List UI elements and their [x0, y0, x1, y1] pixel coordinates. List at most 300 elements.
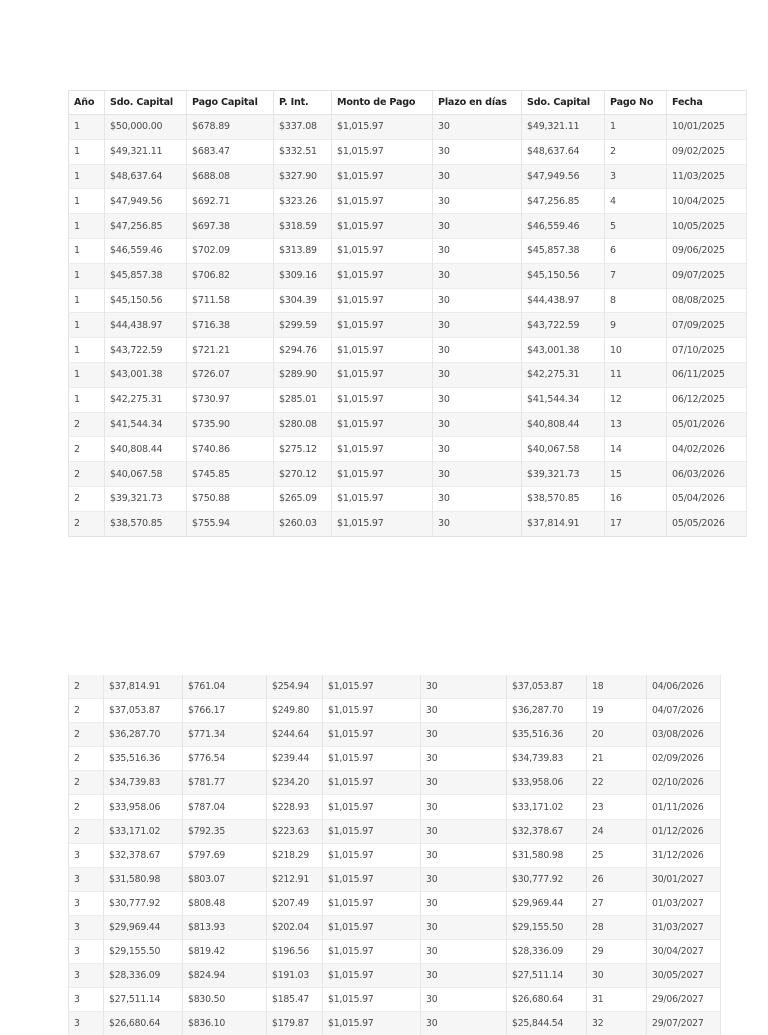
cell-pago-capital: $716.38: [187, 313, 274, 338]
cell-sdo-capital: $26,680.64: [104, 1012, 183, 1035]
cell-monto-de-pago: $1,015.97: [323, 819, 421, 843]
cell-pago-capital: $761.04: [183, 675, 267, 699]
cell-p-int: $196.56: [267, 940, 323, 964]
cell-sdo-capital-final: $30,777.92: [507, 867, 587, 891]
table-row: [69, 988, 721, 1012]
cell-sdo-capital: $27,511.14: [104, 988, 183, 1012]
cell-monto-de-pago: $1,015.97: [323, 723, 421, 747]
header-pago-capital: Pago Capital: [187, 91, 274, 115]
table-row: [69, 1012, 721, 1035]
cell-pago-capital: $692.71: [187, 189, 274, 214]
cell-sdo-capital: $38,570.85: [105, 511, 187, 536]
cell-ano: 2: [69, 437, 105, 462]
cell-plazo-en-dias: 30: [433, 164, 522, 189]
cell-pago-no: 20: [587, 723, 647, 747]
cell-monto-de-pago: $1,015.97: [332, 214, 433, 239]
cell-p-int: $223.63: [267, 819, 323, 843]
table-row: [69, 771, 721, 795]
cell-plazo-en-dias: 30: [433, 437, 522, 462]
cell-monto-de-pago: $1,015.97: [332, 164, 433, 189]
cell-monto-de-pago: $1,015.97: [323, 964, 421, 988]
cell-pago-capital: $766.17: [183, 699, 267, 723]
cell-fecha: 07/10/2025: [667, 338, 747, 363]
cell-pago-no: 32: [587, 1012, 647, 1035]
cell-pago-no: 25: [587, 843, 647, 867]
cell-ano: 2: [69, 747, 104, 771]
cell-ano: 2: [69, 771, 104, 795]
cell-p-int: $218.29: [267, 843, 323, 867]
cell-sdo-capital: $45,150.56: [105, 288, 187, 313]
cell-pago-capital: $721.21: [187, 338, 274, 363]
cell-monto-de-pago: $1,015.97: [332, 313, 433, 338]
table-row: [69, 915, 721, 939]
cell-plazo-en-dias: 30: [421, 988, 507, 1012]
cell-pago-capital: $808.48: [183, 891, 267, 915]
cell-pago-capital: $771.34: [183, 723, 267, 747]
cell-pago-no: 8: [605, 288, 667, 313]
cell-sdo-capital: $28,336.09: [104, 964, 183, 988]
cell-fecha: 05/01/2026: [667, 412, 747, 437]
cell-pago-no: 14: [605, 437, 667, 462]
cell-p-int: $337.08: [274, 115, 332, 140]
cell-sdo-capital-final: $43,001.38: [522, 338, 605, 363]
cell-pago-no: 29: [587, 940, 647, 964]
cell-ano: 1: [69, 115, 105, 140]
cell-pago-no: 1: [605, 115, 667, 140]
cell-monto-de-pago: $1,015.97: [323, 675, 421, 699]
table-row: [69, 362, 747, 387]
cell-sdo-capital: $42,275.31: [105, 387, 187, 412]
cell-ano: 3: [69, 915, 104, 939]
cell-sdo-capital-final: $27,511.14: [507, 964, 587, 988]
table-row: [69, 387, 747, 412]
cell-plazo-en-dias: 30: [433, 387, 522, 412]
cell-pago-no: 30: [587, 964, 647, 988]
cell-plazo-en-dias: 30: [421, 867, 507, 891]
cell-pago-no: 12: [605, 387, 667, 412]
cell-ano: 1: [69, 263, 105, 288]
cell-plazo-en-dias: 30: [421, 675, 507, 699]
cell-sdo-capital: $47,256.85: [105, 214, 187, 239]
cell-pago-no: 27: [587, 891, 647, 915]
cell-plazo-en-dias: 30: [421, 915, 507, 939]
cell-p-int: $289.90: [274, 362, 332, 387]
cell-pago-no: 11: [605, 362, 667, 387]
header-ano: Año: [69, 91, 105, 115]
cell-p-int: $309.16: [274, 263, 332, 288]
cell-pago-capital: $830.50: [183, 988, 267, 1012]
cell-plazo-en-dias: 30: [421, 771, 507, 795]
cell-sdo-capital-final: $32,378.67: [507, 819, 587, 843]
table-row: [69, 238, 747, 263]
cell-sdo-capital: $49,321.11: [105, 139, 187, 164]
cell-plazo-en-dias: 30: [421, 747, 507, 771]
cell-fecha: 31/03/2027: [647, 915, 721, 939]
cell-monto-de-pago: $1,015.97: [323, 988, 421, 1012]
cell-pago-no: 23: [587, 795, 647, 819]
table-row: [69, 139, 747, 164]
cell-p-int: $323.26: [274, 189, 332, 214]
cell-p-int: $313.89: [274, 238, 332, 263]
cell-plazo-en-dias: 30: [433, 511, 522, 536]
cell-pago-no: 21: [587, 747, 647, 771]
cell-sdo-capital: $33,958.06: [104, 795, 183, 819]
table-row: [69, 819, 721, 843]
cell-fecha: 07/09/2025: [667, 313, 747, 338]
cell-fecha: 10/04/2025: [667, 189, 747, 214]
cell-pago-no: 9: [605, 313, 667, 338]
table-row: [69, 189, 747, 214]
cell-ano: 2: [69, 723, 104, 747]
cell-ano: 1: [69, 189, 105, 214]
cell-fecha: 01/12/2026: [647, 819, 721, 843]
cell-p-int: $212.91: [267, 867, 323, 891]
cell-pago-capital: $697.38: [187, 214, 274, 239]
cell-p-int: $249.80: [267, 699, 323, 723]
cell-sdo-capital-final: $41,544.34: [522, 387, 605, 412]
cell-monto-de-pago: $1,015.97: [332, 115, 433, 140]
table-body-bottom: [69, 675, 721, 1035]
cell-sdo-capital: $33,171.02: [104, 819, 183, 843]
cell-plazo-en-dias: 30: [433, 412, 522, 437]
cell-ano: 1: [69, 238, 105, 263]
cell-monto-de-pago: $1,015.97: [332, 288, 433, 313]
cell-sdo-capital-final: $33,958.06: [507, 771, 587, 795]
cell-p-int: $265.09: [274, 486, 332, 511]
cell-pago-capital: $803.07: [183, 867, 267, 891]
table-row: [69, 462, 747, 487]
table-row: [69, 891, 721, 915]
cell-p-int: $318.59: [274, 214, 332, 239]
cell-pago-capital: $711.58: [187, 288, 274, 313]
cell-sdo-capital-final: $39,321.73: [522, 462, 605, 487]
cell-pago-capital: $787.04: [183, 795, 267, 819]
cell-pago-capital: $824.94: [183, 964, 267, 988]
cell-sdo-capital-final: $25,844.54: [507, 1012, 587, 1035]
cell-ano: 2: [69, 795, 104, 819]
cell-ano: 3: [69, 940, 104, 964]
header-sdo-capital: Sdo. Capital: [105, 91, 187, 115]
cell-fecha: 29/07/2027: [647, 1012, 721, 1035]
table-row: [69, 486, 747, 511]
table-row: [69, 412, 747, 437]
header-pago-no: Pago No: [605, 91, 667, 115]
cell-ano: 1: [69, 387, 105, 412]
cell-pago-no: 16: [605, 486, 667, 511]
cell-fecha: 30/04/2027: [647, 940, 721, 964]
cell-monto-de-pago: $1,015.97: [323, 867, 421, 891]
cell-sdo-capital-final: $47,949.56: [522, 164, 605, 189]
cell-pago-capital: $792.35: [183, 819, 267, 843]
cell-plazo-en-dias: 30: [433, 238, 522, 263]
cell-monto-de-pago: $1,015.97: [332, 238, 433, 263]
cell-pago-capital: $683.47: [187, 139, 274, 164]
table-row: [69, 338, 747, 363]
cell-sdo-capital: $36,287.70: [104, 723, 183, 747]
cell-monto-de-pago: $1,015.97: [332, 362, 433, 387]
cell-sdo-capital-final: $40,067.58: [522, 437, 605, 462]
cell-sdo-capital: $37,053.87: [104, 699, 183, 723]
cell-monto-de-pago: $1,015.97: [323, 940, 421, 964]
cell-p-int: $327.90: [274, 164, 332, 189]
cell-plazo-en-dias: 30: [421, 964, 507, 988]
cell-sdo-capital-final: $37,053.87: [507, 675, 587, 699]
cell-pago-capital: $678.89: [187, 115, 274, 140]
table-row: [69, 867, 721, 891]
cell-pago-no: 31: [587, 988, 647, 1012]
cell-ano: 1: [69, 288, 105, 313]
cell-monto-de-pago: $1,015.97: [332, 511, 433, 536]
cell-fecha: 30/01/2027: [647, 867, 721, 891]
cell-ano: 3: [69, 891, 104, 915]
cell-pago-capital: $730.97: [187, 387, 274, 412]
cell-pago-no: 15: [605, 462, 667, 487]
cell-sdo-capital-final: $42,275.31: [522, 362, 605, 387]
cell-pago-no: 10: [605, 338, 667, 363]
cell-pago-no: 13: [605, 412, 667, 437]
cell-fecha: 31/12/2026: [647, 843, 721, 867]
cell-p-int: $304.39: [274, 288, 332, 313]
cell-ano: 2: [69, 486, 105, 511]
cell-pago-capital: $781.77: [183, 771, 267, 795]
cell-ano: 1: [69, 313, 105, 338]
cell-plazo-en-dias: 30: [421, 891, 507, 915]
cell-fecha: 02/09/2026: [647, 747, 721, 771]
cell-monto-de-pago: $1,015.97: [332, 437, 433, 462]
cell-monto-de-pago: $1,015.97: [332, 412, 433, 437]
cell-sdo-capital-final: $29,155.50: [507, 915, 587, 939]
cell-ano: 1: [69, 214, 105, 239]
cell-p-int: $239.44: [267, 747, 323, 771]
cell-pago-capital: $750.88: [187, 486, 274, 511]
cell-pago-no: 24: [587, 819, 647, 843]
cell-p-int: $299.59: [274, 313, 332, 338]
table-row: [69, 795, 721, 819]
cell-pago-no: 5: [605, 214, 667, 239]
cell-monto-de-pago: $1,015.97: [332, 462, 433, 487]
cell-sdo-capital-final: $38,570.85: [522, 486, 605, 511]
cell-monto-de-pago: $1,015.97: [323, 891, 421, 915]
cell-pago-capital: $735.90: [187, 412, 274, 437]
cell-fecha: 11/03/2025: [667, 164, 747, 189]
header-sdo-capital-final: Sdo. Capital: [522, 91, 605, 115]
cell-monto-de-pago: $1,015.97: [323, 843, 421, 867]
cell-sdo-capital-final: $33,171.02: [507, 795, 587, 819]
cell-sdo-capital: $40,808.44: [105, 437, 187, 462]
table-body-top: [69, 115, 747, 537]
cell-sdo-capital-final: $35,516.36: [507, 723, 587, 747]
cell-sdo-capital-final: $48,637.64: [522, 139, 605, 164]
cell-sdo-capital: $34,739.83: [104, 771, 183, 795]
table-row: [69, 288, 747, 313]
cell-sdo-capital-final: $45,150.56: [522, 263, 605, 288]
cell-p-int: $270.12: [274, 462, 332, 487]
cell-ano: 3: [69, 964, 104, 988]
cell-fecha: 05/05/2026: [667, 511, 747, 536]
cell-sdo-capital-final: $28,336.09: [507, 940, 587, 964]
cell-monto-de-pago: $1,015.97: [323, 795, 421, 819]
cell-plazo-en-dias: 30: [433, 214, 522, 239]
cell-plazo-en-dias: 30: [433, 115, 522, 140]
cell-plazo-en-dias: 30: [421, 940, 507, 964]
cell-ano: 3: [69, 843, 104, 867]
header-plazo-en-dias: Plazo en días: [433, 91, 522, 115]
cell-sdo-capital-final: $34,739.83: [507, 747, 587, 771]
cell-fecha: 05/04/2026: [667, 486, 747, 511]
cell-sdo-capital: $45,857.38: [105, 263, 187, 288]
cell-pago-capital: $726.07: [187, 362, 274, 387]
cell-ano: 2: [69, 819, 104, 843]
cell-plazo-en-dias: 30: [433, 362, 522, 387]
cell-p-int: $332.51: [274, 139, 332, 164]
cell-sdo-capital: $40,067.58: [105, 462, 187, 487]
cell-sdo-capital-final: $45,857.38: [522, 238, 605, 263]
header-fecha: Fecha: [667, 91, 747, 115]
cell-fecha: 06/03/2026: [667, 462, 747, 487]
cell-ano: 2: [69, 675, 104, 699]
cell-sdo-capital: $46,559.46: [105, 238, 187, 263]
cell-monto-de-pago: $1,015.97: [332, 338, 433, 363]
cell-pago-no: 18: [587, 675, 647, 699]
cell-fecha: 02/10/2026: [647, 771, 721, 795]
cell-pago-capital: $755.94: [187, 511, 274, 536]
cell-pago-no: 4: [605, 189, 667, 214]
cell-p-int: $207.49: [267, 891, 323, 915]
cell-p-int: $275.12: [274, 437, 332, 462]
table-row: [69, 675, 721, 699]
cell-monto-de-pago: $1,015.97: [332, 139, 433, 164]
cell-p-int: $260.03: [274, 511, 332, 536]
cell-sdo-capital: $37,814.91: [104, 675, 183, 699]
cell-p-int: $254.94: [267, 675, 323, 699]
cell-p-int: $179.87: [267, 1012, 323, 1035]
cell-plazo-en-dias: 30: [433, 288, 522, 313]
cell-p-int: $191.03: [267, 964, 323, 988]
cell-sdo-capital-final: $43,722.59: [522, 313, 605, 338]
table-row: [69, 747, 721, 771]
cell-pago-no: 17: [605, 511, 667, 536]
cell-sdo-capital: $31,580.98: [104, 867, 183, 891]
cell-pago-no: 7: [605, 263, 667, 288]
cell-ano: 2: [69, 699, 104, 723]
cell-sdo-capital-final: $44,438.97: [522, 288, 605, 313]
cell-fecha: 30/05/2027: [647, 964, 721, 988]
cell-sdo-capital: $41,544.34: [105, 412, 187, 437]
cell-plazo-en-dias: 30: [433, 263, 522, 288]
table-row: [69, 263, 747, 288]
cell-pago-capital: $813.93: [183, 915, 267, 939]
cell-fecha: 04/02/2026: [667, 437, 747, 462]
cell-sdo-capital-final: $31,580.98: [507, 843, 587, 867]
cell-ano: 1: [69, 338, 105, 363]
cell-monto-de-pago: $1,015.97: [323, 771, 421, 795]
cell-ano: 2: [69, 412, 105, 437]
cell-pago-no: 19: [587, 699, 647, 723]
cell-sdo-capital-final: $36,287.70: [507, 699, 587, 723]
cell-ano: 1: [69, 164, 105, 189]
cell-pago-no: 3: [605, 164, 667, 189]
cell-fecha: 06/12/2025: [667, 387, 747, 412]
cell-fecha: 09/06/2025: [667, 238, 747, 263]
cell-plazo-en-dias: 30: [433, 313, 522, 338]
cell-fecha: 08/08/2025: [667, 288, 747, 313]
cell-sdo-capital: $43,722.59: [105, 338, 187, 363]
cell-ano: 3: [69, 988, 104, 1012]
table-row: [69, 511, 747, 536]
cell-pago-capital: $797.69: [183, 843, 267, 867]
cell-pago-capital: $836.10: [183, 1012, 267, 1035]
cell-fecha: 03/08/2026: [647, 723, 721, 747]
cell-fecha: 04/06/2026: [647, 675, 721, 699]
cell-plazo-en-dias: 30: [421, 723, 507, 747]
cell-plazo-en-dias: 30: [421, 699, 507, 723]
cell-fecha: 01/11/2026: [647, 795, 721, 819]
cell-pago-no: 26: [587, 867, 647, 891]
cell-p-int: $294.76: [274, 338, 332, 363]
cell-plazo-en-dias: 30: [421, 819, 507, 843]
cell-sdo-capital: $44,438.97: [105, 313, 187, 338]
cell-fecha: 04/07/2026: [647, 699, 721, 723]
table-row: [69, 964, 721, 988]
cell-monto-de-pago: $1,015.97: [323, 1012, 421, 1035]
table-row: [69, 843, 721, 867]
cell-p-int: $244.64: [267, 723, 323, 747]
cell-sdo-capital: $50,000.00: [105, 115, 187, 140]
cell-sdo-capital: $48,637.64: [105, 164, 187, 189]
cell-ano: 2: [69, 511, 105, 536]
cell-plazo-en-dias: 30: [433, 486, 522, 511]
cell-pago-capital: $745.85: [187, 462, 274, 487]
cell-ano: 3: [69, 867, 104, 891]
cell-plazo-en-dias: 30: [421, 795, 507, 819]
cell-sdo-capital: $30,777.92: [104, 891, 183, 915]
cell-fecha: 09/07/2025: [667, 263, 747, 288]
header-p-int: P. Int.: [274, 91, 332, 115]
cell-fecha: 10/05/2025: [667, 214, 747, 239]
table-row: [69, 214, 747, 239]
cell-sdo-capital-final: $26,680.64: [507, 988, 587, 1012]
cell-monto-de-pago: $1,015.97: [332, 486, 433, 511]
cell-sdo-capital-final: $47,256.85: [522, 189, 605, 214]
table-row: [69, 723, 721, 747]
cell-monto-de-pago: $1,015.97: [332, 387, 433, 412]
cell-pago-no: 22: [587, 771, 647, 795]
cell-p-int: $202.04: [267, 915, 323, 939]
table-row: [69, 437, 747, 462]
header-monto-de-pago: Monto de Pago: [332, 91, 433, 115]
cell-p-int: $185.47: [267, 988, 323, 1012]
cell-pago-capital: $688.08: [187, 164, 274, 189]
cell-sdo-capital: $47,949.56: [105, 189, 187, 214]
table-row: [69, 313, 747, 338]
cell-monto-de-pago: $1,015.97: [332, 189, 433, 214]
cell-pago-capital: $776.54: [183, 747, 267, 771]
cell-sdo-capital-final: $49,321.11: [522, 115, 605, 140]
cell-ano: 3: [69, 1012, 104, 1035]
cell-plazo-en-dias: 30: [433, 139, 522, 164]
cell-sdo-capital: $32,378.67: [104, 843, 183, 867]
cell-p-int: $228.93: [267, 795, 323, 819]
cell-plazo-en-dias: 30: [433, 462, 522, 487]
cell-ano: 2: [69, 462, 105, 487]
cell-sdo-capital-final: $29,969.44: [507, 891, 587, 915]
cell-fecha: 29/06/2027: [647, 988, 721, 1012]
cell-fecha: 09/02/2025: [667, 139, 747, 164]
cell-plazo-en-dias: 30: [421, 843, 507, 867]
cell-sdo-capital-final: $46,559.46: [522, 214, 605, 239]
amortization-table-top: [68, 90, 747, 537]
cell-plazo-en-dias: 30: [421, 1012, 507, 1035]
